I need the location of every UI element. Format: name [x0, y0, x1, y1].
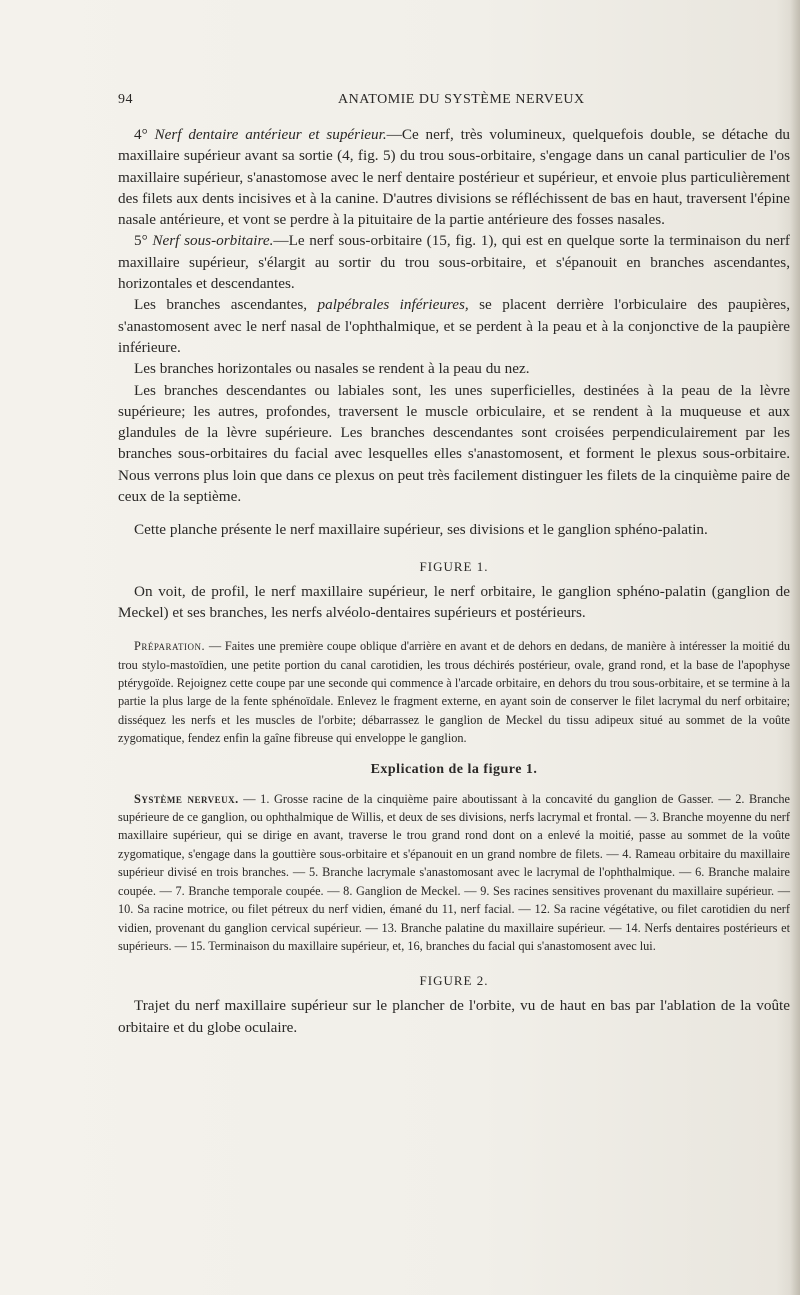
page-body — [118, 124, 790, 1038]
section-term: Nerf sous-orbitaire. — [152, 232, 274, 250]
figure-1-caption: On voit, de profil, le nerf maxillaire supérieur, le nerf orbitaire, le ganglion sphéno-palatin (ganglion de Meckel) et ses branches, les nerfs alvéolo-dentaires supérieurs et postérieurs. — [118, 582, 790, 621]
paragraph-number: 4° — [134, 126, 155, 143]
paragraph-text: —Ce nerf, très volumineux, quelquefois double, se détache du maxillaire supérieur avant sa sortie (4, fig. 5) du trou sous-orbitaire, s'engage dans un canal particulier de l'os maxillaire supérieur, s'anastomose avec le nerf dentaire postérieur et supérieur, et envoie plus particulièrement des filets aux dents incisives et à la canine. D'autres divisions se réfléchissent de bas en haut, traversent l'épine nasale antérieure, et vont se perdre à la pituitaire de la partie antérieure des fosses nasales. — [118, 126, 791, 229]
page-header — [118, 92, 778, 112]
explication-paragraph — [118, 790, 790, 956]
section-term: palpébrales inférieures, — [317, 296, 469, 314]
page-number: 94 — [118, 92, 133, 107]
paragraph-branches-descendantes: Les branches descendantes ou labiales sont, les unes superficielles, destinées à la peau de la lèvre supérieure; les autres, profondes, traversent le muscle orbiculaire, et se rendent à la muqueuse et aux glandules de la lèvre supérieure. Les branches descendantes sont croisées perpendiculairement par les branches sous-orbitaires du facial avec lesquelles elles s'anastomosent, et forment le plexus sous-orbitaire. Nous verrons plus loin que dans ce plexus on peut très facilement distinguer les filets de la cinquième paire de ceux de la septième. — [118, 381, 790, 506]
plate-intro: Cette planche présente le nerf maxillaire supérieur, ses divisions et le ganglion sphéno-palatin. — [134, 521, 708, 539]
figure-1-title: FIGURE 1. — [419, 558, 489, 574]
figure-2-title: FIGURE 2. — [419, 973, 489, 989]
preparation-text: — Faites une première coupe oblique d'arrière en avant et de dehors en dedans, de manière à intéresser la moitié du trou stylo-mastoïdien, une petite portion du canal carotidien, les trous déchirés postérieur, ovale, grand rond, et la base de l'apophyse ptérygoïde. Rejoignez cette coupe par une seconde qui commence à l'arcade orbitaire, en dehors du trou sous-orbitaire, et se termine à la partie la plus large de la fente sphénoïdale. Enlevez le fragment externe, en ayant soin de conserver le filet lacrymal du nerf orbitaire; disséquez les nerfs et les muscles de l'orbite; débarrassez le ganglion de Meckel du tissu adipeux situé au sommet de la voûte zygomatique, fendez enfin la gaîne fibreuse qui enveloppe le ganglion. — [118, 639, 790, 746]
paragraph-nerf-dentaire — [118, 124, 790, 230]
figure-2-caption: Trajet du nerf maxillaire supérieur sur le plancher de l'orbite, vu de haut en bas par l'ablation de la voûte orbitaire et du globe oculaire. — [118, 997, 790, 1036]
explication-text: — 1. Grosse racine de la cinquième paire aboutissant à la concavité du ganglion de Gasser. — 2. Branche supérieure de ce ganglion, ou ophthalmique de Willis, et deux de ses divisions, nerfs lacrymal et frontal. — 3. Branche moyenne du nerf maxillaire supérieur, qui se dirige en avant, traverse le trou grand rond dont on a enlevé la moitié, passe au sommet de la voûte zygomatique, s'engage dans la gouttière sous-orbitaire et s'épanouit en un grand nombre de filets. — 4. Rameau orbitaire du maxillaire supérieur divisé en trois branches. — 5. Branche lacrymale s'anastomosant avec le lacrymal de l'ophthalmique. — 6. Branche malaire coupée. — 7. Branche temporale coupée. — 8. Ganglion de Meckel. — 9. Ses racines sensitives provenant du maxillaire supérieur. — 10. Sa racine motrice, ou filet pétreux du nerf vidien, émané du 11, nerf facial. — 12. Sa racine végétative, ou filet carotidien du nerf vidien, provenant du ganglion cervical supérieur. — 13. Branche palatine du maxillaire supérieur. — 14. Nerfs dentaires postérieurs et supérieurs. — 15. Terminaison du maxillaire supérieur, et, 16, branches du facial qui s'anastomosent avec lui. — [118, 791, 790, 953]
paragraph-text: se placent derrière l'orbiculaire des paupières, s'anastomosent avec le nerf nasal de l'ophthalmique, et se perdent à la peau et à la conjonctive de la paupière inférieure. — [118, 296, 790, 356]
paragraph-nerf-sous-orbitaire — [118, 230, 790, 294]
running-title: ANATOMIE DU SYSTÈME NERVEUX — [338, 92, 585, 107]
explication-title: Explication de la figure 1. — [370, 761, 538, 777]
preparation-label: Préparation. — [134, 639, 206, 654]
paragraph-branches-horizontales: Les branches horizontales ou nasales se rendent à la peau du nez. — [134, 360, 530, 378]
page-edge-shadow — [790, 0, 800, 1295]
paragraph-text: Les branches ascendantes, — [134, 296, 318, 314]
section-term: Nerf dentaire antérieur et supérieur. — [154, 126, 387, 143]
explication-label: Système nerveux. — [134, 791, 239, 806]
paragraph-branches-ascendantes — [118, 294, 790, 358]
preparation-paragraph — [118, 637, 790, 747]
paragraph-text: —Le nerf sous-orbitaire (15, fig. 1), qui est en quelque sorte la terminaison du nerf maxillaire supérieur, s'élargit au sortir du trou sous-orbitaire, et s'épanouit en branches ascendantes, horizontales et descendantes. — [118, 232, 790, 293]
paragraph-number: 5° — [134, 232, 153, 250]
